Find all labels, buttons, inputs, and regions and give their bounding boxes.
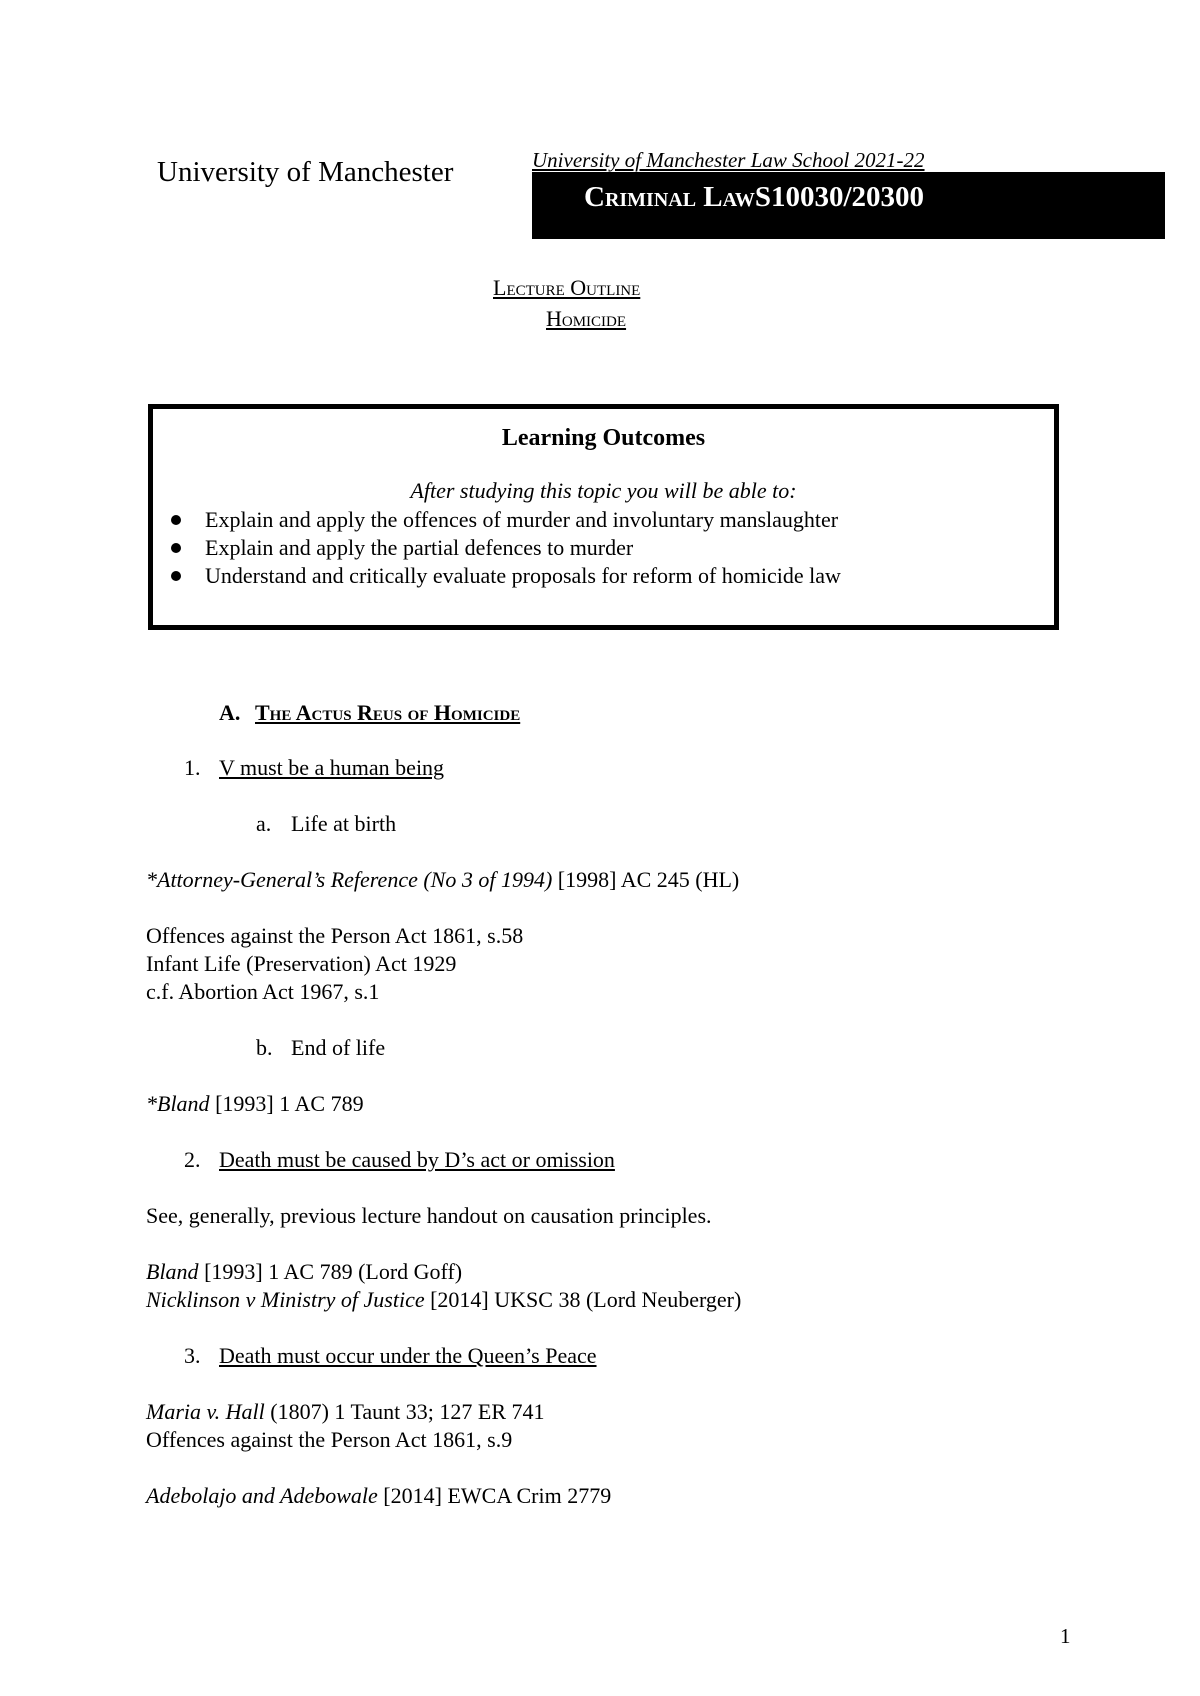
- section-a-marker: A.: [219, 700, 241, 725]
- case-bland-goff: [146, 1258, 462, 1286]
- learning-outcome-item: [205, 534, 633, 562]
- bullet-icon: [171, 515, 181, 525]
- point-1-title: V must be a human being: [219, 755, 445, 780]
- section-a-title: The Actus Reus of Homicide: [255, 700, 521, 725]
- case-adebolajo: [146, 1482, 611, 1510]
- case-name: Bland: [146, 1259, 199, 1284]
- learning-outcomes-box: [148, 404, 1059, 630]
- learning-outcome-text: Explain and apply the offences of murder and involuntary manslaughter: [205, 507, 839, 532]
- learning-outcomes-heading: Learning Outcomes: [501, 425, 706, 451]
- page-number: 1: [1060, 1624, 1071, 1648]
- case-name: Nicklinson v Ministry of Justice: [146, 1287, 425, 1312]
- university-title: University of Manchester: [157, 156, 454, 188]
- case-name: Maria v. Hall: [146, 1399, 265, 1424]
- sub-a-letter: a.: [256, 811, 272, 836]
- point-1-number: 1.: [184, 755, 201, 780]
- learning-outcome-text: Understand and critically evaluate proposals for reform of homicide law: [205, 563, 841, 588]
- case-citation: [2014] EWCA Crim 2779: [377, 1483, 612, 1508]
- case-citation: [1993] 1 AC 789: [209, 1091, 364, 1116]
- statute-line: c.f. Abortion Act 1967, s.1: [146, 979, 380, 1004]
- bullet-icon: [171, 543, 181, 553]
- case-nicklinson: [146, 1286, 741, 1314]
- course-banner: [532, 172, 1165, 239]
- statute-line: Infant Life (Preservation) Act 1929: [146, 951, 457, 976]
- topic-heading: Homicide: [546, 306, 627, 331]
- point-3-title: Death must occur under the Queen’s Peace: [219, 1343, 597, 1368]
- sub-b-title: End of life: [291, 1035, 386, 1060]
- sub-b-letter: b.: [256, 1035, 273, 1060]
- point-3-number: 3.: [184, 1343, 201, 1368]
- case-citation: [1993] 1 AC 789 (Lord Goff): [198, 1259, 463, 1284]
- sub-a-title: Life at birth: [291, 811, 397, 836]
- point-2-title: Death must be caused by D’s act or omission: [219, 1147, 615, 1172]
- case-citation: (1807) 1 Taunt 33; 127 ER 741: [264, 1399, 545, 1424]
- case-citation: [1998] AC 245 (HL): [552, 867, 740, 892]
- learning-outcome-item: [205, 506, 838, 534]
- bullet-icon: [171, 571, 181, 581]
- course-code: Criminal LawS10030/20300: [584, 181, 925, 213]
- case-citation: [2014] UKSC 38 (Lord Neuberger): [424, 1287, 742, 1312]
- case-bland: [146, 1090, 364, 1118]
- learning-outcome-item: [205, 562, 841, 590]
- causation-note: See, generally, previous lecture handout on causation principles.: [146, 1203, 712, 1228]
- statute-line: Offences against the Person Act 1861, s.9: [146, 1427, 513, 1452]
- case-name: Adebolajo and Adebowale: [146, 1483, 378, 1508]
- case-name: *Attorney-General’s Reference (No 3 of 1994): [146, 867, 553, 892]
- learning-outcomes-intro: After studying this topic you will be able to:: [410, 478, 797, 503]
- case-ag-reference: [146, 866, 739, 894]
- point-2-number: 2.: [184, 1147, 201, 1172]
- lecture-outline-heading: Lecture Outline: [493, 275, 641, 300]
- statute-line: Offences against the Person Act 1861, s.58: [146, 923, 524, 948]
- case-maria-hall: [146, 1398, 545, 1426]
- learning-outcome-text: Explain and apply the partial defences to murder: [205, 535, 634, 560]
- school-year-line: University of Manchester Law School 2021-22: [532, 148, 925, 172]
- case-name: *Bland: [146, 1091, 210, 1116]
